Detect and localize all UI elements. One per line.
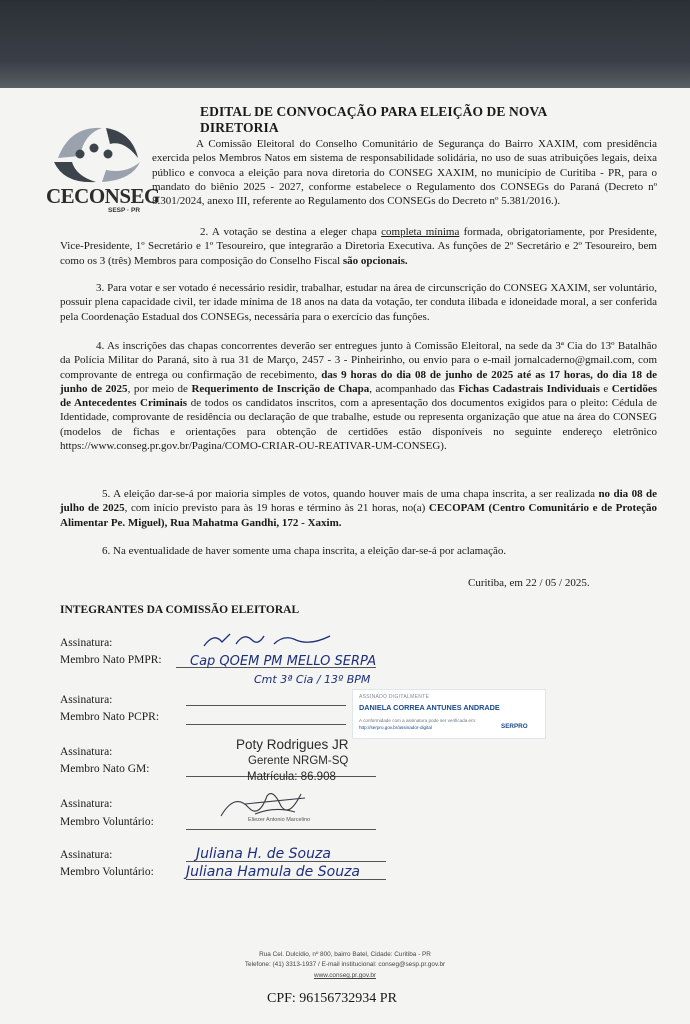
paragraph-2 bbox=[60, 225, 657, 268]
handwritten-name-5: Juliana Hamula de Souza bbox=[186, 864, 361, 880]
p4-bold-dates: das 9 horas do dia 08 de junho de 2025 até as 17 horas, do dia 18 de junho de 2025 bbox=[60, 368, 657, 395]
serpro-brand: SERPRO bbox=[501, 723, 528, 730]
stamp-registration: Matrícula: 86.908 bbox=[247, 771, 336, 783]
commission-title: INTEGRANTES DA COMISSÃO ELEITORAL bbox=[60, 604, 300, 616]
paragraph-6: 6. Na eventualidade de haver somente uma chapa inscrita, a eleição dar-se-á por aclamação. bbox=[102, 545, 507, 557]
p4-text-e: , acompanhado das bbox=[369, 382, 459, 395]
p4-bold-fichas: Fichas Cadastrais Individuais bbox=[458, 382, 600, 395]
digital-signature-label: ASSINADO DIGITALMENTE bbox=[359, 694, 430, 700]
footer-contact: Telefone: (41) 3313-1937 / E-mail institucional: conseg@sesp.pr.gov.br bbox=[244, 961, 446, 968]
p5-text-a: 5. A eleição dar-se-á por maioria simples de votos, quando houver mais de uma chapa inscrita, a ser realizada bbox=[102, 488, 599, 500]
signature-label-3: Assinatura: bbox=[60, 746, 113, 758]
stamp-role: Gerente NRGM-SQ bbox=[248, 755, 349, 767]
handwritten-name-1: Cap QOEM PM MELLO SERPA bbox=[190, 654, 377, 669]
date-line: Curitiba, em 22 / 05 / 2025. bbox=[468, 577, 590, 589]
paragraph-3: 3. Para votar e ser votado é necessário residir, trabalhar, estudar na área de circunscrição do CONSEG XAXIM, ser voluntário, possuir plena capacidade civil, ter idade mínima de 18 anos na data da votação, ter conduta ilibada e idoneidade moral, a ser conferida pela Coordenação Estadual dos CONSEGs, necessária para o exercício das funções. bbox=[60, 282, 657, 323]
p5-bold-date: no dia 08 de julho de 2025 bbox=[60, 488, 658, 515]
p2-text-a: 2. A votação se destina a eleger chapa bbox=[200, 226, 382, 238]
p4-text-g: e bbox=[599, 382, 612, 395]
logo-subtitle: SESP · PR bbox=[108, 207, 141, 214]
stamp-small-name: Eliezer Antonio Marcelino bbox=[248, 817, 311, 823]
p2-text-c: formada, obrigatoriamente, por Presidente, Vice-Presidente, 1º Secretário e 1º Tesoureiro, que integrarão a Diretoria Executiva. As funções de 2º Secretário e 2º Tesoureiro, bem como os 3 (três) Membros para composição do Conselho Fiscal bbox=[60, 226, 657, 267]
p4-bold-requerimento: Requerimento de Inscrição de Chapa bbox=[191, 382, 370, 395]
signature-scribble-1 bbox=[200, 628, 370, 652]
p4-bold-certidoes: Certidões de Antecedentes Criminais bbox=[60, 382, 658, 410]
signature-line-2b bbox=[186, 724, 346, 725]
digital-signature-link: http://serpro.gov.br/assinador-digital bbox=[359, 725, 432, 730]
stamp-name: Poty Rodrigues JR bbox=[236, 737, 349, 752]
p5-bold-place: CECOPAM (Centro Comunitário e de Proteção Alimentar Pe. Miguel), Rua Mahatma Gandhi, 172 - Xaxim. bbox=[60, 502, 657, 529]
p2-underline: completa mínima bbox=[381, 226, 460, 238]
signature-label-2: Assinatura: bbox=[60, 694, 113, 706]
member-role-1: Membro Nato PMPR: bbox=[60, 654, 162, 666]
footer-address: Rua Cel. Dulcídio, nº 800, bairro Batel, Cidade: Curitiba - PR bbox=[259, 951, 431, 958]
digital-signature-name: DANIELA CORREA ANTUNES ANDRADE bbox=[359, 703, 500, 712]
footer-website[interactable]: www.conseg.pr.gov.br bbox=[313, 972, 377, 979]
digital-signature-text: A conformidade com a assinatura pode ser verificada em: bbox=[359, 718, 477, 723]
member-role-3: Membro Nato GM: bbox=[60, 763, 150, 775]
scan-top-band bbox=[0, 0, 690, 88]
member-role-2: Membro Nato PCPR: bbox=[60, 711, 160, 723]
p2-bold: são opcionais. bbox=[342, 254, 408, 267]
logo-wordmark: CECONSEG bbox=[46, 184, 160, 208]
signature-label-1: Assinatura: bbox=[60, 637, 113, 649]
p4-text-a: 4. As inscrições das chapas concorrentes deverão ser entregues junto à Comissão Eleitoral, na sede da 3ª Cia do 13º Batalhão da Polícia Militar do Paraná, sito à rua 31 de Março, 2457 - 3 - Pinheirinho, ou envio para o e-mail jornalcaderno@gmail.com, com comprovante de entrega ou confirmação de recebimento, bbox=[60, 340, 657, 381]
digital-signature-box bbox=[352, 689, 546, 739]
document-title: EDITAL DE CONVOCAÇÃO PARA ELEIÇÃO DE NOVA DIRETORIA bbox=[200, 104, 547, 135]
member-role-5: Membro Voluntário: bbox=[60, 866, 154, 878]
signature-line-4 bbox=[186, 829, 376, 830]
cpf-line: CPF: 96156732934 PR bbox=[267, 991, 397, 1006]
paragraph-4 bbox=[60, 339, 657, 453]
signature-label-4: Assinatura: bbox=[60, 798, 113, 810]
paragraph-5 bbox=[60, 487, 657, 530]
member-role-4: Membro Voluntário: bbox=[60, 816, 154, 828]
p4-text-c: , por meio de bbox=[127, 382, 192, 395]
p4-text-i: de todos os candidatos inscritos, com a apresentação dos documentos exigidos para o pleito: Cédula de Identidade, comprovante de residência ou declaração de que trabalhe, estude ou representa organização que atue na área do CONSEG (modelos de fichas e orientações para obtenção de certidões estão disponíveis no seguinte endereço eletrônico https://www.conseg.pr.gov.br/Pagina/COMO-CRIAR-OU-REATIVAR-UM-CONSEG). bbox=[60, 397, 658, 453]
signature-line-2a bbox=[186, 705, 346, 706]
p5-text-c: , com início previsto para às 19 horas e término às 21 horas, no(a) bbox=[124, 502, 429, 515]
paragraph-1: A Comissão Eleitoral do Conselho Comunitário de Segurança do Bairro XAXIM, com presidência exercida pelos Membros Natos em sistema de responsabilidade solidária, no uso de suas atribuições legais, deixa público e convoca a eleição para nova diretoria do CONSEG XAXIM, no município de Curitiba - PR, para o mandato do biênio 2025 - 2027, conforme estabelece o Regulamento dos CONSEGs do Paraná (Decreto nº 8.301/2024, anexo III, referente ao Regulamento dos CONSEGs do Decreto nº 5.381/2016.). bbox=[152, 138, 657, 208]
signature-label-5: Assinatura: bbox=[60, 849, 113, 861]
handwritten-signature-5: Juliana H. de Souza bbox=[196, 846, 331, 862]
handwritten-unit-1: Cmt 3ª Cia / 13º BPM bbox=[254, 673, 371, 686]
